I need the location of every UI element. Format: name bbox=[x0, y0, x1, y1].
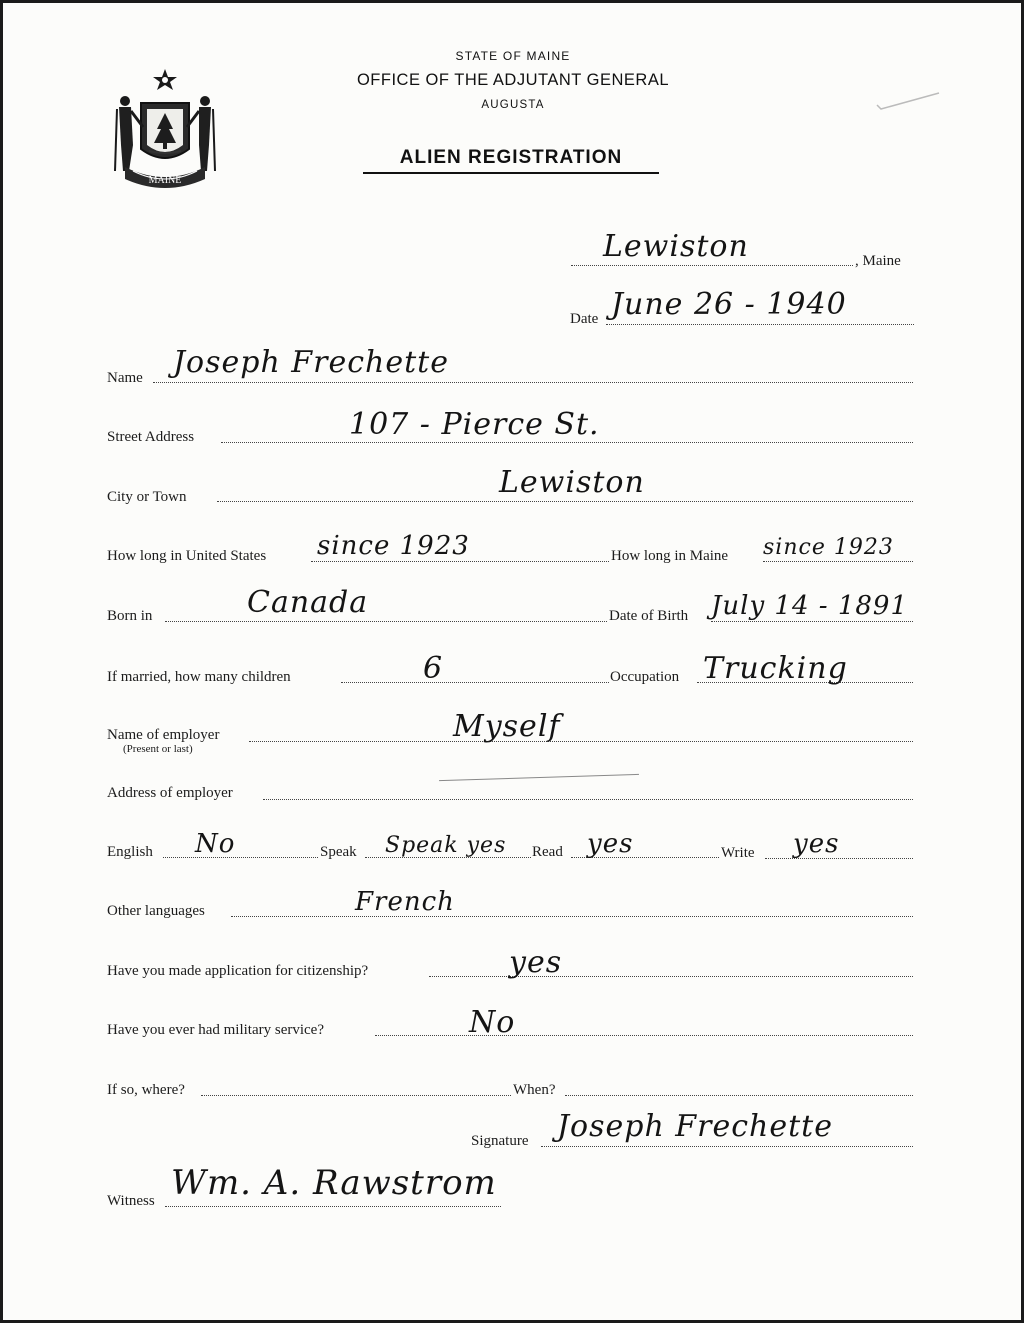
children-value: 6 bbox=[423, 651, 444, 686]
check-mark-icon bbox=[873, 87, 943, 117]
city-heading: AUGUSTA bbox=[481, 99, 545, 111]
dob-line bbox=[711, 621, 913, 622]
city-value: Lewiston bbox=[499, 465, 645, 500]
svg-text:MAINE: MAINE bbox=[148, 175, 182, 186]
witness-line bbox=[165, 1206, 501, 1207]
employer-line bbox=[249, 741, 913, 742]
english-line bbox=[163, 857, 318, 858]
employer-address-stroke bbox=[439, 774, 639, 781]
maine-years-line bbox=[763, 561, 913, 562]
maine-years-label: How long in Maine bbox=[611, 548, 729, 564]
employer-address-label: Address of employer bbox=[107, 785, 233, 801]
speak-label: Speak bbox=[320, 844, 357, 860]
dob-label: Date of Birth bbox=[609, 608, 689, 624]
date-value: June 26 - 1940 bbox=[611, 287, 847, 322]
street-value: 107 - Pierce St. bbox=[349, 407, 600, 442]
maine-years-value: since 1923 bbox=[763, 535, 894, 560]
employer-sublabel: (Present or last) bbox=[123, 743, 193, 755]
state-heading: STATE OF MAINE bbox=[455, 49, 571, 63]
signature-label: Signature bbox=[471, 1133, 529, 1149]
write-label: Write bbox=[721, 845, 755, 861]
occupation-value: Trucking bbox=[703, 651, 848, 686]
place-line bbox=[571, 265, 853, 266]
military-value: No bbox=[469, 1005, 516, 1040]
write-value: yes bbox=[793, 829, 840, 859]
born-label: Born in bbox=[107, 608, 153, 624]
english-value: No bbox=[195, 829, 236, 859]
speak-value: Speak yes bbox=[385, 833, 507, 858]
employer-label: Name of employer bbox=[107, 727, 220, 743]
maine-seal-icon bbox=[111, 63, 219, 191]
dob-value: July 14 - 1891 bbox=[711, 591, 909, 621]
where-line bbox=[201, 1095, 511, 1096]
citizenship-label: Have you made application for citizenship? bbox=[107, 963, 369, 979]
name-label: Name bbox=[107, 370, 143, 386]
read-value: yes bbox=[587, 829, 634, 859]
read-label: Read bbox=[532, 844, 563, 860]
other-languages-line bbox=[231, 916, 913, 917]
maine-label: , Maine bbox=[855, 253, 901, 269]
where-label: If so, where? bbox=[107, 1082, 185, 1098]
other-languages-label: Other languages bbox=[107, 903, 205, 919]
employer-value: Myself bbox=[453, 709, 561, 744]
place-value: Lewiston bbox=[603, 229, 749, 264]
witness-label: Witness bbox=[107, 1193, 155, 1209]
citizenship-line bbox=[429, 976, 913, 977]
us-years-line bbox=[311, 561, 609, 562]
children-label: If married, how many children bbox=[107, 669, 291, 685]
form-title: ALIEN REGISTRATION bbox=[363, 147, 659, 174]
military-label: Have you ever had military service? bbox=[107, 1022, 324, 1038]
when-label: When? bbox=[513, 1082, 556, 1098]
signature-value: Joseph Frechette bbox=[557, 1109, 833, 1144]
witness-value: Wm. A. Rawstrom bbox=[171, 1163, 497, 1203]
date-label: Date bbox=[570, 311, 599, 327]
name-value: Joseph Frechette bbox=[173, 345, 449, 380]
born-line bbox=[165, 621, 607, 622]
city-label: City or Town bbox=[107, 489, 187, 505]
children-line bbox=[341, 682, 609, 683]
military-line bbox=[375, 1035, 913, 1036]
born-value: Canada bbox=[247, 585, 369, 620]
street-label: Street Address bbox=[107, 429, 195, 445]
name-line bbox=[153, 382, 913, 383]
us-years-label: How long in United States bbox=[107, 548, 267, 564]
citizenship-value: yes bbox=[509, 945, 563, 980]
signature-line bbox=[541, 1146, 913, 1147]
us-years-value: since 1923 bbox=[317, 531, 470, 561]
english-label: English bbox=[107, 844, 153, 860]
date-line bbox=[606, 324, 914, 325]
street-line bbox=[221, 442, 913, 443]
city-line bbox=[217, 501, 913, 502]
when-line bbox=[565, 1095, 913, 1096]
employer-address-line bbox=[263, 799, 913, 800]
occupation-label: Occupation bbox=[610, 669, 680, 685]
office-heading: OFFICE OF THE ADJUTANT GENERAL bbox=[356, 71, 670, 89]
other-languages-value: French bbox=[355, 887, 455, 917]
